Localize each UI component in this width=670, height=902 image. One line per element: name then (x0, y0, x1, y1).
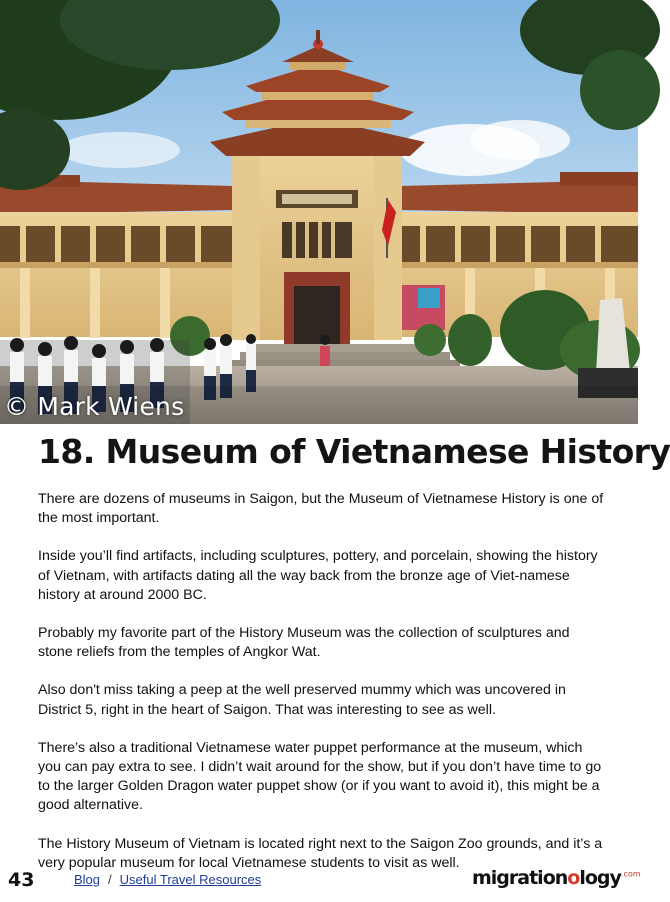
paragraph-artifacts: Inside you’ll find artifacts, including sculptures, pottery, and porcelain, showing the history of Vietnam, with artifacts dating all the way back from the bronze age of Viet-namese history at around 2000 BC. (38, 548, 598, 603)
brand-logo[interactable] (472, 867, 641, 889)
breadcrumb-separator: / (108, 872, 112, 887)
brand-logo-text-2: n (554, 867, 568, 889)
photo-credit: © Mark Wiens (4, 392, 185, 421)
article-title: 18. Museum of Vietnamese History (38, 432, 670, 471)
paragraph-location: The History Museum of Vietnam is located right next to the Saigon Zoo grounds, and it’s a very popular museum for local Vietnamese students to visit as well. (38, 835, 603, 871)
page-footer (0, 864, 641, 896)
breadcrumb (74, 872, 261, 887)
brand-logo-accent: o (567, 867, 580, 889)
paragraph-mummy: Also don't miss taking a peep at the well preserved mummy which was uncovered in District 5, right in the heart of Saigon. That was interesting to see as well. (38, 682, 566, 718)
paragraph-intro: There are dozens of museums in Saigon, but the Museum of Vietnamese History is one of the most important. (38, 491, 604, 527)
brand-logo-text-3: logy (579, 867, 621, 889)
page-number: 43 (8, 869, 35, 891)
paragraph-water-puppet: There’s also a traditional Vietnamese water puppet performance at the museum, which you can pay extra to see. I didn’t wait around for the show, but if you don’t have time to go to the larger Golden Dragon water puppet show (or if you want to avoid it), this might be a good alternative. (38, 739, 602, 814)
hero-photo (0, 0, 638, 424)
brand-logo-tld: .com (620, 869, 641, 879)
museum-photo (0, 0, 638, 424)
paragraph-angkor: Probably my favorite part of the History Museum was the collection of sculptures and stone reliefs from the temples of Angkor Wat. (38, 625, 570, 661)
breadcrumb-blog-link[interactable]: Blog (74, 872, 101, 887)
breadcrumb-resources-link[interactable]: Useful Travel Resources (119, 872, 262, 887)
article-body (38, 490, 604, 892)
brand-logo-text-1: migratio (472, 867, 555, 889)
